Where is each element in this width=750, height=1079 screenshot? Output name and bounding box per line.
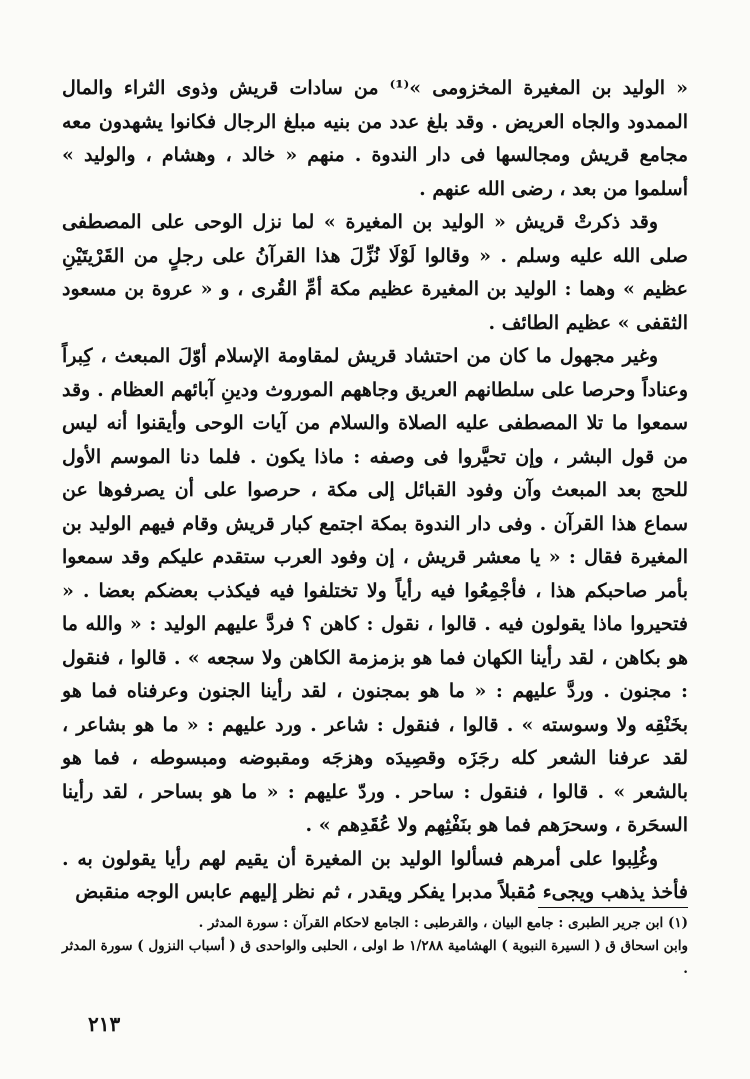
main-text xyxy=(62,72,688,910)
footnote-1: (١) ابن جرير الطبرى : جامع البيان ، والقرطبى : الجامع لاحكام القرآن : سورة المدثر . xyxy=(198,915,688,931)
page-number: ٢١٣ xyxy=(88,1012,121,1036)
paragraph-3: وغير مجهول ما كان من احتشاد قريش لمقاومة الإسلام أوّلَ المبعث ، كِبراً وعناداً وحرصا على سلطانهم العريق وجاههم الموروث ودينِ آبائهم العظام . وقد سمعوا ما تلا المصطفى عليه الصلاة والسلام من آيات الوحى وأيقنوا أنه ليس من قول البشر ، وإن تحيَّروا فى وصفه : ماذا يكون . فلما دنا الموسم الأول للحج بعد المبعث وآن وفود القبائل إلى مكة ، حرصوا على أن يصرفوها عن سماع هذا القرآن . وفى دار الندوة بمكة اجتمع كبار قريش وقام فيهم الوليد بن المغيرة فقال : « يا معشر قريش ، إن وفود العرب ستقدم عليكم وقد سمعوا بأمر صاحبكم هذا ، فأجْمِعُوا فيه رأياً ولا تختلفوا فيه فيكذب بعضكم بعضا . « فتحيروا ماذا يقولون فيه . قالوا ، نقول : كاهن ؟ فردَّ عليهم الوليد : « والله ما هو بكاهن ، لقد رأينا الكهان فما هو بزمزمة الكاهن ولا سجعه » . قالوا ، فنقول : مجنون . وردَّ عليهم : « ما هو بمجنون ، لقد رأينا الجنون وعرفناه فما هو بخَنْقِه ولا وسوسته » . قالوا ، فنقول : شاعر . ورد عليهم : « ما هو بشاعر ، لقد عرفنا الشعر كله رجَزَه وقصِيدَه وهزجَه ومقبوضه ومبسوطه ، فما هو بالشعر » . قالوا ، فنقول : ساحر . وردّ عليهم : « ما هو بساحر ، لقد رأينا السحَرة ، وسحرَهم فما هو بنَفْثِهم ولا عُقَدِهم » . xyxy=(62,345,688,836)
footnote-divider xyxy=(538,907,688,908)
footnotes xyxy=(62,912,688,981)
paragraph-4: وغُلِبوا على أمرهم فسألوا الوليد بن المغيرة أن يقيم لهم رأيا يقولون به . فأخذ يذهب ويجىء مُقبلاً مدبرا يفكر ويقدر ، ثم نظر إليهم عابس الوجه منقبض xyxy=(62,847,688,903)
footnote-2: وابن اسحاق ق ( السيرة النبوية ) الهشامية ١/٢٨٨ ط اولى ، الحلبى والواحدى ق ( أسباب النزول ) سورة المدثر . xyxy=(62,938,688,977)
paragraph-2: وقد ذكرتْ قريش « الوليد بن المغيرة » لما نزل الوحى على المصطفى صلى الله عليه وسلم . « وقالوا لَوْلَا نُزِّلَ هذا القرآنُ على رجلٍ من القَرْيتَيْنِ عظيم » وهما : الوليد بن المغيرة عظيم مكة أمِّ القُرى ، و « عروة بن مسعود الثقفى » عظيم الطائف . xyxy=(62,211,688,334)
paragraph-1: « الوليد بن المغيرة المخزومى »⁽¹⁾ من سادات قريش وذوى الثراء والمال الممدود والجاه العريض . وقد بلغ عدد من بنيه مبلغ الرجال فكانوا يشهدون معه مجامع قريش ومجالسها فى دار الندوة . منهم « خالد ، وهشام ، والوليد » أسلموا من بعد ، رضى الله عنهم . xyxy=(62,77,688,200)
